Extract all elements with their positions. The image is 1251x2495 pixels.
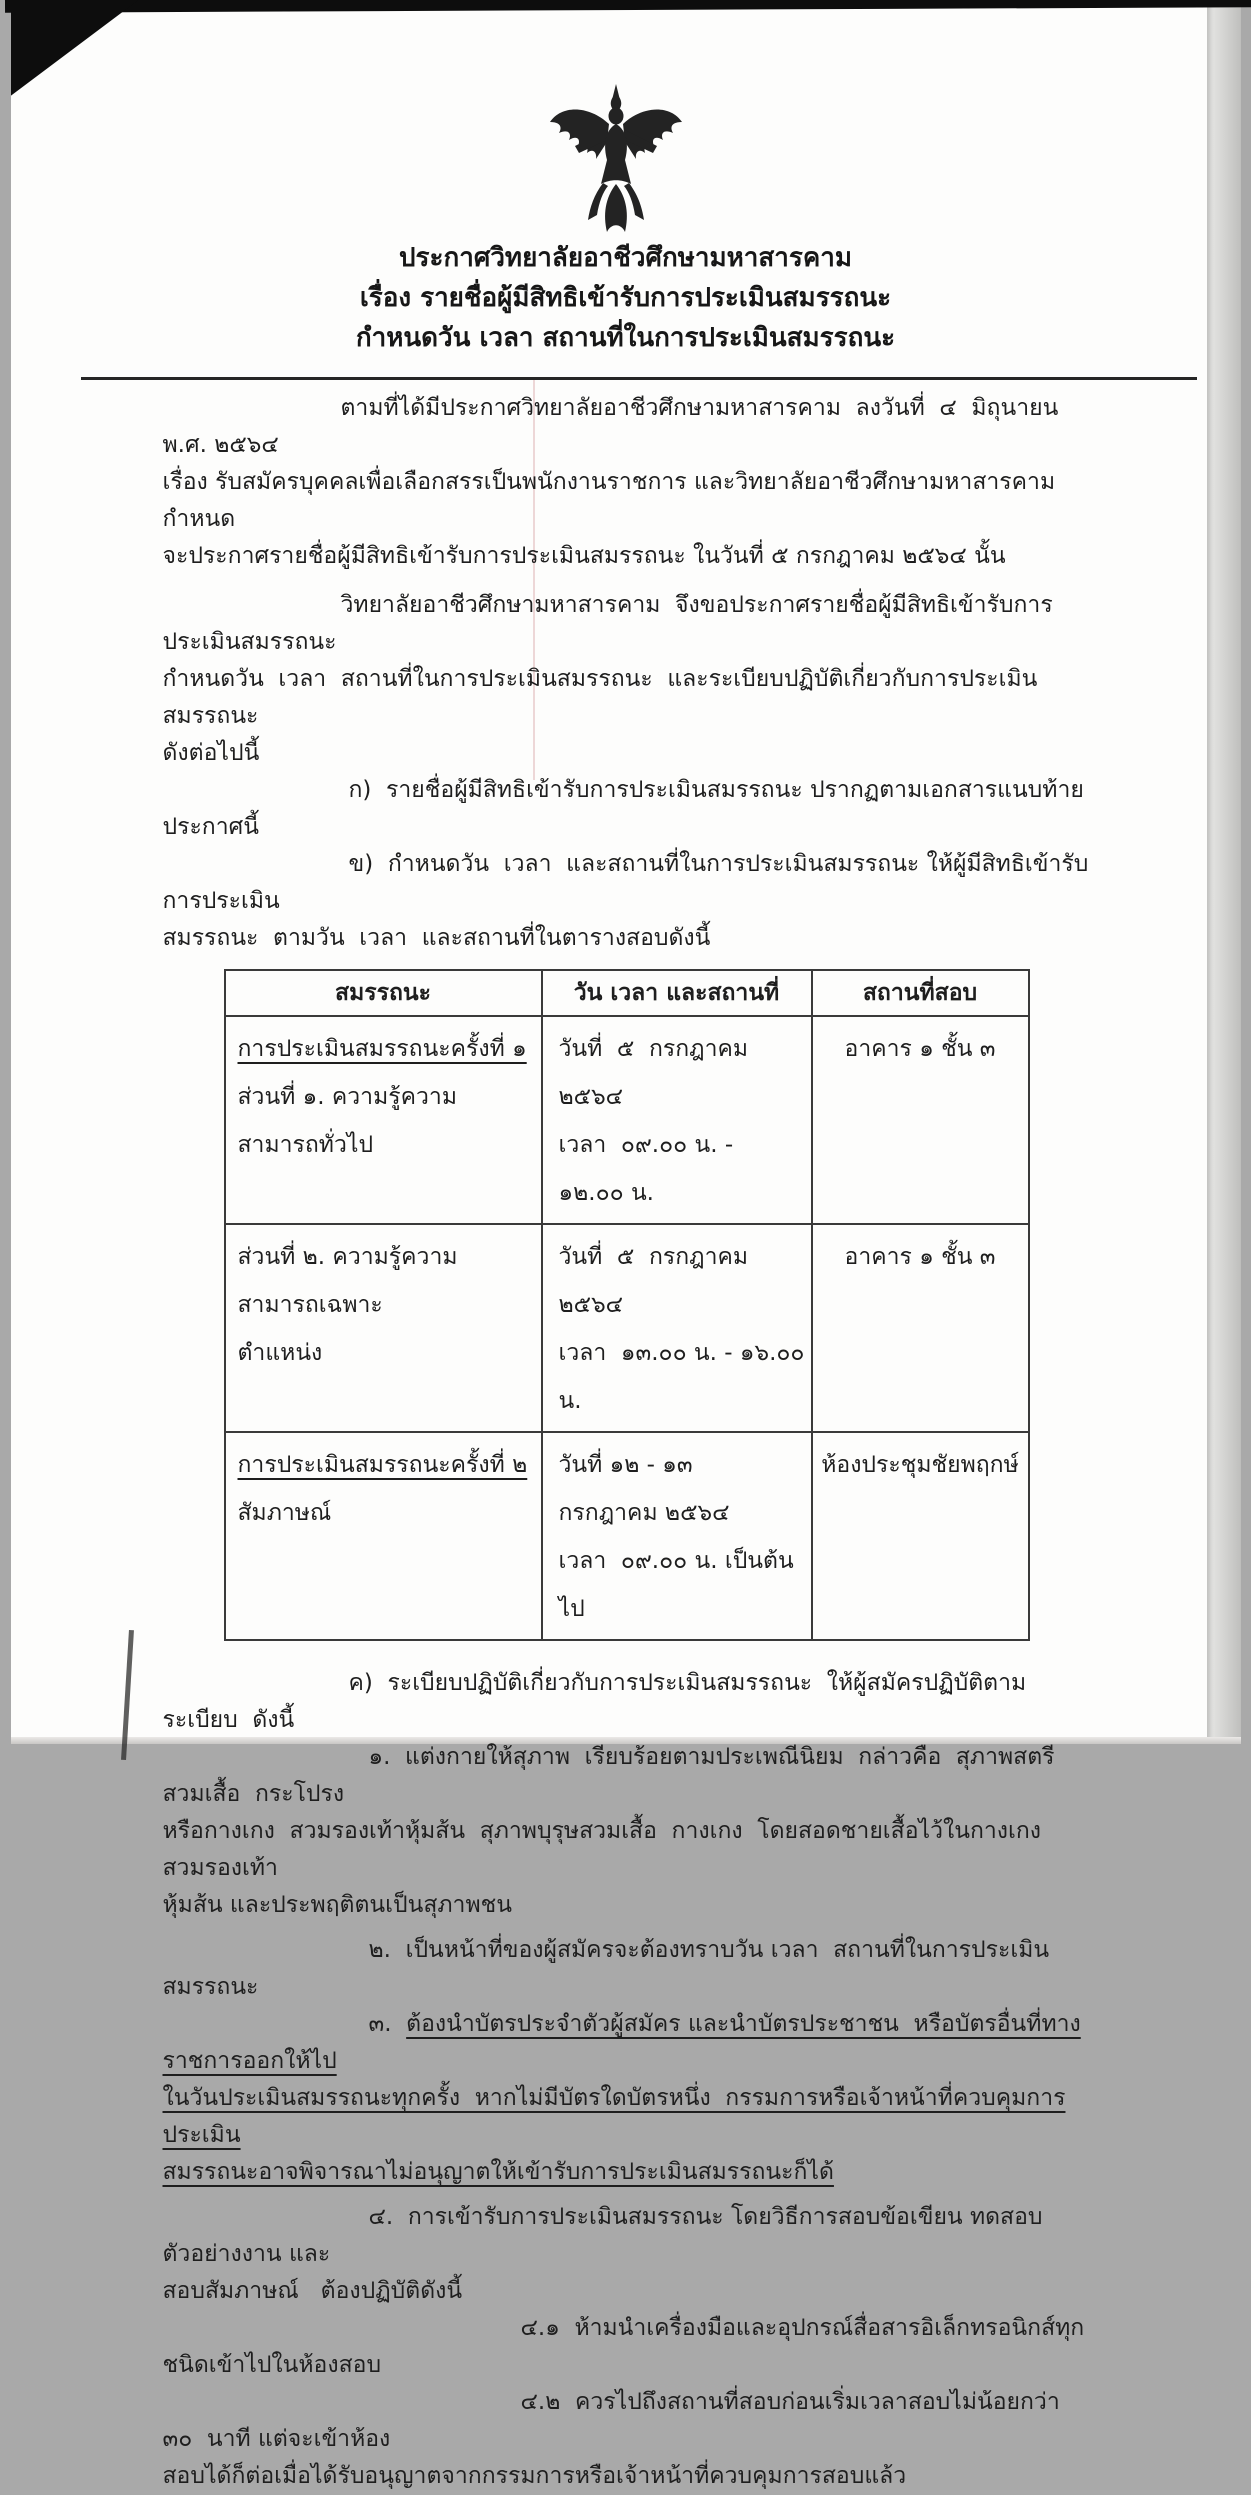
exam-venue: อาคาร ๑ ชั้น ๓ [844,1036,996,1062]
paragraph-1-line-3: จะประกาศรายชื่อผู้มีสิทธิเข้ารับการประเมินสมรรถนะ ในวันที่ ๕ กรกฎาคม ๒๕๖๔ นั้น [162,543,1006,569]
competency-subtitle: ส่วนที่ ๑. ความรู้ความสามารถทั่วไป [237,1084,457,1158]
exam-venue: อาคาร ๑ ชั้น ๓ [844,1244,996,1270]
scan-corner-topleft [11,0,139,96]
rule-3-line-2: ในวันประเมินสมรรถนะทุกครั้ง หากไม่มีบัตรใดบัตรหนึ่ง กรรมการหรือเจ้าหน้าที่ควบคุมการประเมิน [162,2085,1066,2148]
competency-subtitle: สัมภาษณ์ [237,1500,332,1526]
table-row-part-2 [225,1224,1029,1432]
exam-date: วันที่ ๕ กรกฎาคม ๒๕๖๔ [558,1036,763,1110]
page-title: ประกาศวิทยาลัยอาชีวศึกษามหาสารคาม [399,243,852,273]
cell-datetime [542,1016,812,1224]
competency-subtitle: ตำแหน่ง [237,1340,323,1366]
table-row-assessment-2 [225,1432,1029,1640]
rule-3-line-1 [163,2006,1097,2080]
column-header-venue: สถานที่สอบ [812,970,1029,1016]
exam-time: เวลา ๐๙.๐๐ น. เป็นต้นไป [558,1548,794,1622]
exam-schedule-table [224,969,1030,1641]
rule-2: ๒. เป็นหน้าที่ของผู้สมัครจะต้องทราบวัน เวลา สถานที่ในการประเมินสมรรถนะ [162,1937,1050,2000]
document-body [163,390,1097,2495]
rule-4-1: ๔.๑ ห้ามนำเครื่องมือและอุปกรณ์สื่อสารอิเล็กทรอนิกส์ทุกชนิดเข้าไปในห้องสอบ [162,2315,1085,2378]
rule-3-line-3: สมรรถนะอาจพิจารณาไม่อนุญาตให้เข้ารับการประเมินสมรรถนะก็ได้ [162,2159,834,2185]
cell-venue [812,1016,1029,1224]
scan-edge-top [4,0,1251,13]
exam-date: วันที่ ๑๒ - ๑๓ กรกฎาคม ๒๕๖๔ [558,1452,730,1526]
rule-3-text: ต้องนำบัตรประจำตัวผู้สมัคร และนำบัตรประชาชน หรือบัตรอื่นที่ทางราชการออกให้ไป [162,2011,1081,2074]
scan-edge-left [121,1630,134,1760]
schedule-title-line: กำหนดวัน เวลา สถานที่ในการประเมินสมรรถนะ [355,323,896,353]
cell-venue [812,1224,1029,1432]
cell-datetime [542,1224,812,1432]
competency-title: ส่วนที่ ๒. ความรู้ความสามารถเฉพาะ [237,1244,458,1318]
garuda-emblem-icon [544,84,688,236]
exam-time: เวลา ๐๙.๐๐ น. - ๑๒.๐๐ น. [558,1132,741,1206]
subject-line: เรื่อง รายชื่อผู้มีสิทธิเข้ารับการประเมินสมรรถนะ [359,283,892,313]
header-divider [81,377,1197,380]
rule-1-line-2: หรือกางเกง สวมรองเท้าหุ้มส้น สุภาพบุรุษสวมเสื้อ กางเกง โดยสอดชายเสื้อไว้ในกางเกง สวมรองเท้า [162,1818,1056,1881]
paragraph-2-line-1: วิทยาลัยอาชีวศึกษามหาสารคาม จึงขอประกาศรายชื่อผู้มีสิทธิเข้ารับการประเมินสมรรถนะ [162,592,1053,655]
exam-time: เวลา ๑๓.๐๐ น. - ๑๖.๐๐ น. [558,1340,812,1414]
cell-competency [225,1016,542,1224]
item-a-names-list: ก) รายชื่อผู้มีสิทธิเข้ารับการประเมินสมรรถนะ ปรากฏตามเอกสารแนบท้ายประกาศนี้ [162,777,1084,840]
item-c-rules-intro: ค) ระเบียบปฏิบัติเกี่ยวกับการประเมินสมรรถนะ ให้ผู้สมัครปฏิบัติตามระเบียบ ดังนี้ [162,1670,1027,1733]
item-b-schedule-line-1: ข) กำหนดวัน เวลา และสถานที่ในการประเมินสมรรถนะ ให้ผู้มีสิทธิเข้ารับการประเมิน [162,851,1089,914]
paragraph-1-line-1: ตามที่ได้มีประกาศวิทยาลัยอาชีวศึกษามหาสารคาม ลงวันที่ ๔ มิถุนายน พ.ศ. ๒๕๖๔ [162,395,1066,458]
cell-competency [225,1224,542,1432]
table-row-assessment-1 [225,1016,1029,1224]
rule-3-number: ๓. [368,2011,407,2037]
cell-venue [812,1432,1029,1640]
paragraph-2-line-2: กำหนดวัน เวลา สถานที่ในการประเมินสมรรถนะ และระเบียบปฏิบัติเกี่ยวกับการประเมินสมรรถนะ [162,666,1038,729]
cell-datetime [542,1432,812,1640]
rule-4-line-2: สอบสัมภาษณ์ ต้องปฏิบัติดังนี้ [162,2278,463,2304]
paragraph-2-line-3: ดังต่อไปนี้ [162,740,260,766]
rule-1-line-1: ๑. แต่งกายให้สุภาพ เรียบร้อยตามประเพณีนิยม กล่าวคือ สุภาพสตรีสวมเสื้อ กระโปรง [162,1744,1055,1807]
paragraph-1-line-2: เรื่อง รับสมัครบุคคลเพื่อเลือกสรรเป็นพนักงานราชการ และวิทยาลัยอาชีวศึกษามหาสารคามกำหนด [162,469,1056,532]
scanned-announcement-page [11,0,1241,2489]
rule-1-line-3: หุ้มส้น และประพฤติตนเป็นสุภาพชน [162,1892,512,1918]
rule-4-2-line-2: สอบได้ก็ต่อเมื่อได้รับอนุญาตจากกรรมการหรือเจ้าหน้าที่ควบคุมการสอบแล้ว [162,2463,907,2489]
rule-4-2-line-1: ๔.๒ ควรไปถึงสถานที่สอบก่อนเริ่มเวลาสอบไม่น้อยกว่า ๓๐ นาที แต่จะเข้าห้อง [162,2389,1075,2452]
exam-venue: ห้องประชุมชัยพฤกษ์ [821,1452,1019,1478]
rule-4-line-1: ๔. การเข้ารับการประเมินสมรรถนะ โดยวิธีการสอบข้อเขียน ทดสอบตัวอย่างงาน และ [162,2204,1043,2267]
cell-competency [225,1432,542,1640]
table-header-row [225,970,1029,1016]
exam-date: วันที่ ๕ กรกฎาคม ๒๕๖๔ [558,1244,763,1318]
competency-title: การประเมินสมรรถนะครั้งที่ ๑ [237,1036,527,1062]
competency-title: การประเมินสมรรถนะครั้งที่ ๒ [237,1452,528,1478]
column-header-competency: สมรรถนะ [225,970,542,1016]
column-header-datetime: วัน เวลา และสถานที่ [542,970,812,1016]
document-titles [11,238,1241,358]
item-b-schedule-line-2: สมรรถนะ ตามวัน เวลา และสถานที่ในตารางสอบดังนี้ [162,925,711,951]
